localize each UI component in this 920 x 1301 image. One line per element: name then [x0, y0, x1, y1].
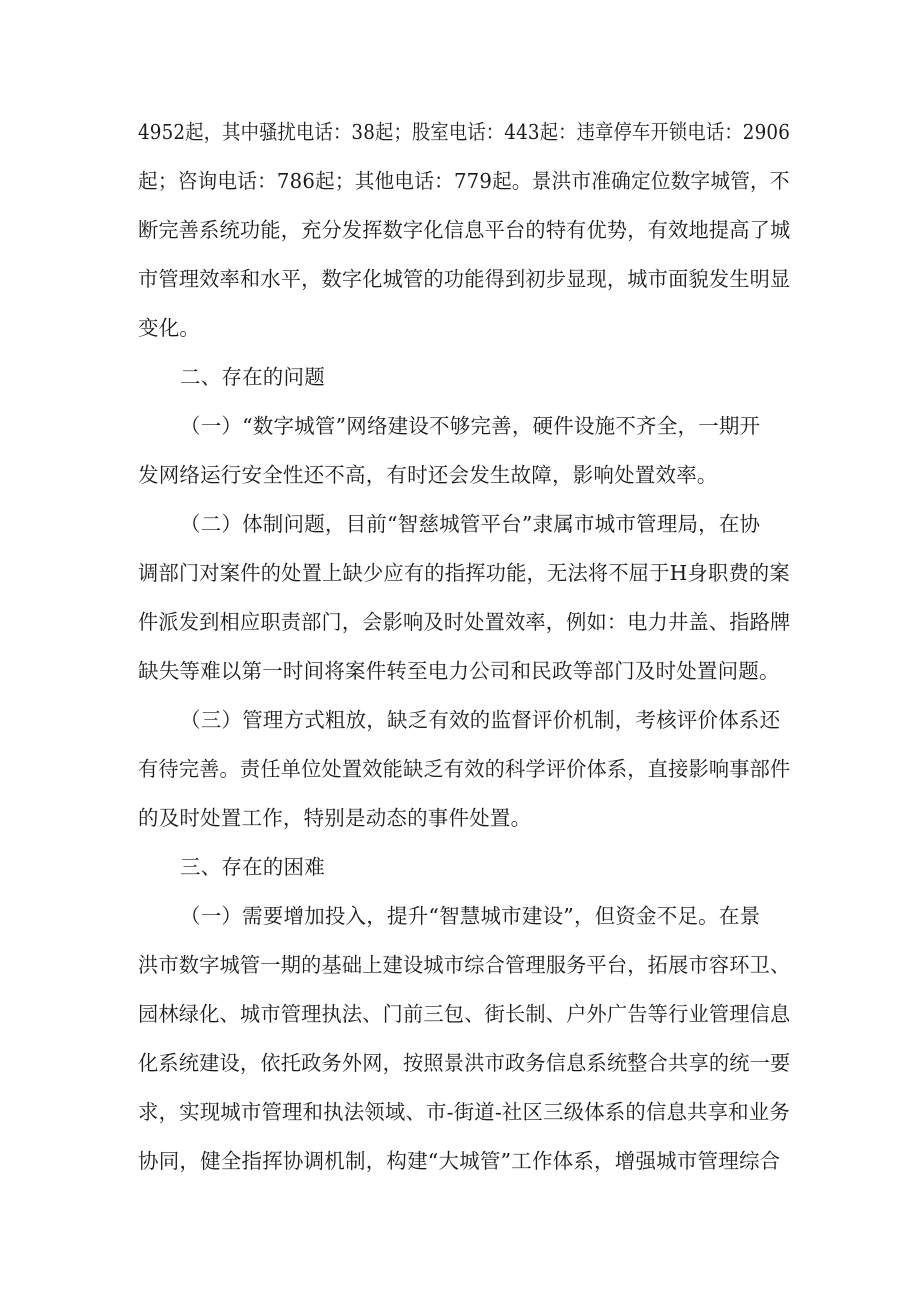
- text-line: 协同，健全指挥协调机制，构建“大城管”工作体系，增强城市管理综合: [138, 1149, 781, 1173]
- text-line: 园林绿化、城市管理执法、门前三包、街长制、户外广告等行业管理信息: [138, 1002, 791, 1026]
- text-line: 件派发到相应职责部门，会影响及时处置效率，例如：电力井盖、指路牌: [138, 610, 791, 634]
- text-line: （一）“数字城管”网络建设不够完善，硬件设施不齐全，一期开: [180, 414, 761, 438]
- section-heading-problems: 二、存在的问题: [180, 365, 325, 389]
- text-line: （三）管理方式粗放，缺乏有效的监督评价机制，考核评价体系还: [180, 708, 781, 732]
- text-line: 有待完善。责任单位处置效能缺乏有效的科学评价体系，直接影响事部件: [138, 757, 791, 781]
- text-line: 起；咨询电话：786起；其他电话：779起。景洪市准确定位数字城管，不: [138, 169, 790, 193]
- text-line: 求，实现城市管理和执法领域、市-街道-社区三级体系的信息共享和业务: [138, 1100, 790, 1124]
- text-line: 市管理效率和水平，数字化城管的功能得到初步显现，城市面貌发生明显: [138, 267, 791, 291]
- text-line: 4952起，其中骚扰电话：38起；股室电话：443起：违章停车开锁电话：2906: [138, 120, 791, 144]
- section-heading-difficulties: 三、存在的困难: [180, 855, 325, 879]
- text-line: 洪市数字城管一期的基础上建设城市综合管理服务平台，拓展市容环卫、: [138, 953, 791, 977]
- text-line: （一）需要增加投入，提升“智慧城市建设”，但资金不足。在景: [180, 904, 761, 928]
- text-line: 断完善系统功能，充分发挥数字化信息平台的特有优势，有效地提高了城: [138, 218, 791, 242]
- text-line: （二）体制问题，目前“智慈城管平台”隶属市城市管理局，在协: [180, 512, 761, 536]
- text-line: 的及时处置工作，特别是动态的事件处置。: [138, 806, 532, 830]
- text-line: 变化。: [138, 316, 201, 340]
- text-line: 调部门对案件的处置上缺少应有的指挥功能，无法将不屈于H身职费的案: [138, 561, 790, 585]
- text-line: 缺失等难以第一时间将案件转至电力公司和民政等部门及时处置问题。: [138, 659, 780, 683]
- text-line: 发网络运行安全性还不高，有时还会发生故障，影响处置效率。: [138, 463, 718, 487]
- text-line: 化系统建设，依托政务外网，按照景洪市政务信息系统整合共享的统一要: [138, 1051, 791, 1075]
